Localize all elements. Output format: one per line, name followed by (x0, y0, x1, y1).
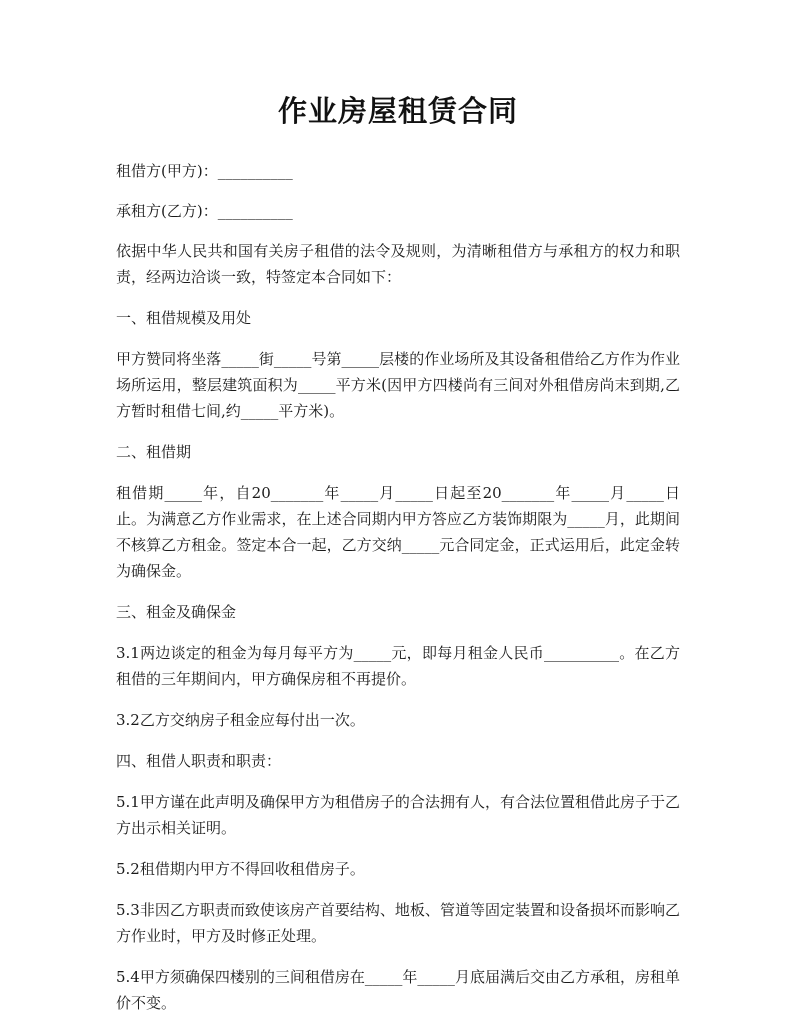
clause-5-4: 5.4甲方须确保四楼别的三间租借房在_____年_____月底届满后交由乙方承租，房租单价不变。 (116, 968, 680, 1012)
section-2-heading: 二、租借期 (116, 443, 192, 461)
section-2-body: 租借期_____年，自20_______年_____月_____日起至20_______年_____月_____日止。为满意乙方作业需求，在上述合同期内甲方答应乙方装饰期限为_____月，此期间不核算乙方租金。签定本合一起，乙方交纳_____元合同定金，正式运用后，此定金转为确保金。 (116, 484, 680, 580)
section-1-body: 甲方赞同将坐落_____街_____号第_____层楼的作业场所及其设备租借给乙方作为作业场所运用，整层建筑面积为_____平方米(因甲方四楼尚有三间对外租借房尚末到期,乙方暂时租借七间,约_____平方米)。 (116, 350, 680, 420)
clause-5-1: 5.1甲方谨在此声明及确保甲方为租借房子的合法拥有人，有合法位置租借此房子于乙方出示相关证明。 (116, 793, 680, 837)
document-title: 作业房屋租赁合同 (277, 94, 518, 128)
lessor-line: 租借方(甲方)：__________ (116, 162, 293, 180)
section-1-heading: 一、租借规模及用处 (116, 309, 252, 327)
clause-5-3: 5.3非因乙方职责而致使该房产首要结构、地板、管道等固定装置和设备损坏而影响乙方作业时，甲方及时修正处理。 (116, 901, 680, 945)
clause-3-1: 3.1两边谈定的租金为每月每平方为_____元，即每月租金人民币__________。在乙方租借的三年期间内，甲方确保房租不再提价。 (116, 644, 680, 688)
section-3-heading: 三、租金及确保金 (116, 603, 237, 621)
clause-3-2: 3.2乙方交纳房子租金应每付出一次。 (116, 711, 365, 729)
clause-5-2: 5.2租借期内甲方不得回收租借房子。 (116, 860, 365, 878)
lessee-line: 承租方(乙方)：__________ (116, 202, 293, 220)
section-4-heading: 四、租借人职责和职责： (116, 752, 282, 770)
intro-paragraph: 依据中华人民共和国有关房子租借的法令及规则，为清晰租借方与承租方的权力和职责，经两边洽谈一致，特签定本合同如下： (116, 242, 680, 286)
